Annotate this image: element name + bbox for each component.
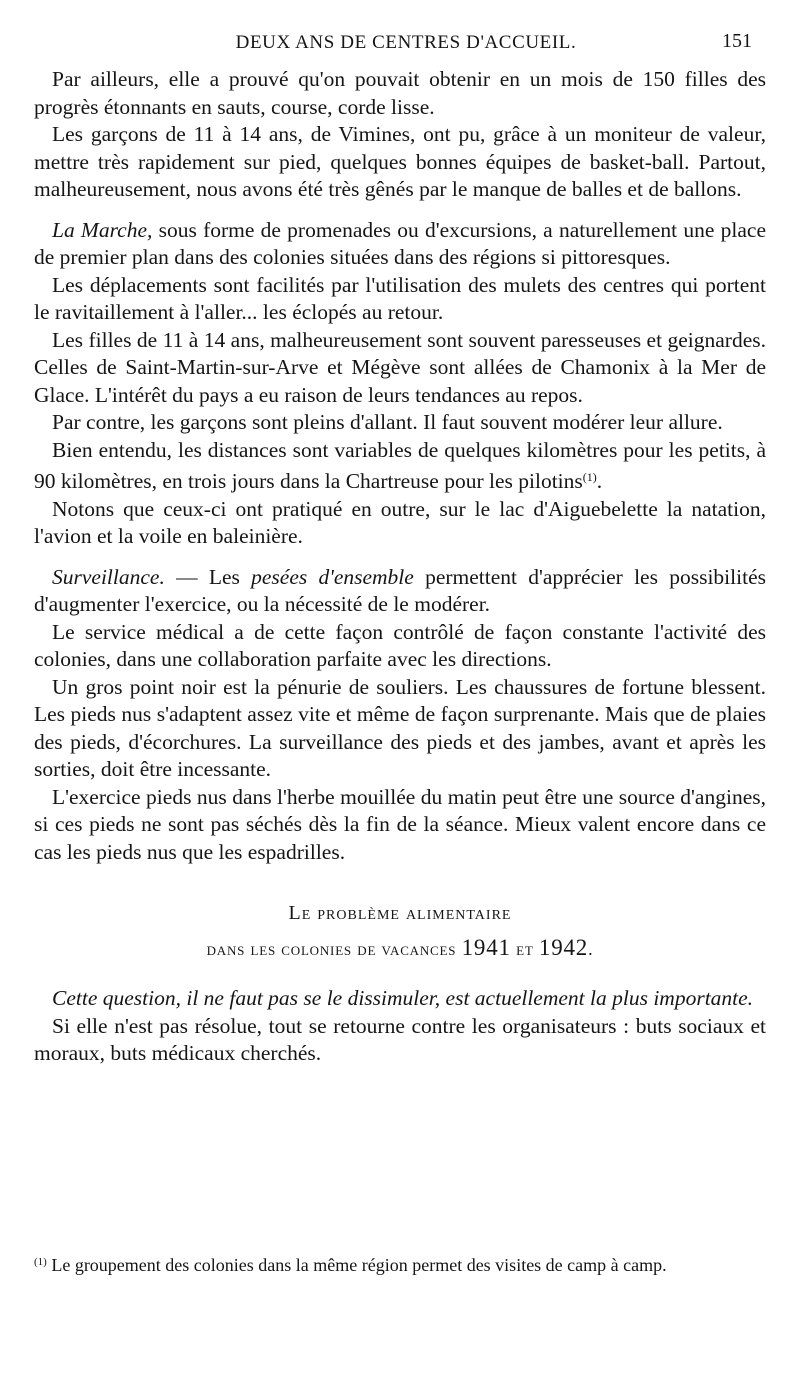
surveillance-italic: pesées d'ensemble	[251, 564, 414, 589]
paragraph-gymnastics: Par ailleurs, elle a prouvé qu'on pouvait obtenir en un mois de 150 filles des progrès étonnants en sauts, course, corde lisse.	[34, 67, 766, 119]
section-heading-line2	[34, 934, 766, 964]
page-header	[60, 26, 752, 60]
paragraph-filles: Les filles de 11 à 14 ans, malheureusement sont souvent paresseuses et geignardes. Celles de Saint-Martin-sur-Arve et Mégève sont allées de Chamonix à la Mer de Glace. L'intérêt du pays a eu raison de leurs tendances au repos.	[34, 327, 766, 407]
section-heading-line1: Le problème alimentaire	[288, 902, 512, 924]
footnote-text: Le groupement des colonies dans la même région permet des visites de camp à camp.	[46, 1255, 667, 1275]
paragraph-deplacements: Les déplacements sont facilités par l'utilisation des mulets des centres qui portent le ravitaillement à l'aller... les éclopés au retour.	[34, 272, 766, 324]
paragraph-service-medical: Le service médical a de cette façon contrôlé de façon constante l'activité des colonies, dans une collaboration parfaite avec les directions.	[34, 619, 766, 671]
heading-year-1942: 1942	[538, 934, 589, 960]
marche-lead: La Marche,	[52, 217, 153, 242]
marche-text: sous forme de promenades ou d'excursions, a naturellement une place de premier plan dans des colonies situées dans des régions si pittoresques.	[34, 217, 767, 269]
heading-conjunction: et	[510, 938, 539, 959]
surveillance-text: permettent d'apprécier les possibilités d'augmenter l'exercice, ou la nécessité de le modérer.	[34, 564, 766, 616]
paragraph-natation: Notons que ceux-ci ont pratiqué en outre, sur le lac d'Aiguebelette la natation, l'avion et la voile en baleinière.	[34, 496, 766, 548]
running-title: DEUX ANS DE CENTRES D'ACCUEIL.	[235, 32, 577, 53]
paragraph-garcons: Par contre, les garçons sont pleins d'allant. Il faut souvent modérer leur allure.	[52, 410, 723, 434]
paragraph-basketball: Les garçons de 11 à 14 ans, de Vimines, ont pu, grâce à un moniteur de valeur, mettre très rapidement sur pied, quelques bonnes équipes de basket-ball. Partout, malheureusement, nous avons été très gênés par le manque de balles et de ballons.	[34, 122, 766, 201]
footnote-marker: (1)	[34, 1256, 47, 1268]
distances-end: .	[596, 469, 603, 493]
section-heading	[34, 900, 766, 963]
footnote	[34, 1250, 766, 1278]
section-paragraph-2: Si elle n'est pas résolue, tout se retourne contre les organisateurs : buts sociaux et moraux, buts médicaux cherchés.	[34, 1013, 766, 1065]
heading-prefix: dans les colonies de vacances	[206, 938, 462, 959]
section-intro: Cette question, il ne faut pas se le dissimuler, est actuellement la plus importante.	[52, 986, 754, 1010]
paragraph-pieds-nus: L'exercice pieds nus dans l'herbe mouillée du matin peut être une source d'angines, si ces pieds ne sont pas séchés dès la fin de la séance. Mieux valent encore dans ce cas les pieds nus que les espadrilles.	[34, 784, 766, 864]
paragraph-marche	[34, 217, 766, 272]
body-text	[34, 66, 766, 1068]
paragraph-distances	[34, 437, 766, 496]
heading-year-1941: 1941	[461, 934, 511, 960]
paragraph-souliers: Un gros point noir est la pénurie de souliers. Les chaussures de fortune blessent. Les pieds nus s'adaptent assez vite et même de façon surprenante. Mais que de plaies des pieds, d'écorchures. La surveillance des pieds et des jambes, avant et après les sorties, doit être incessante.	[34, 674, 766, 781]
surveillance-dash: — Les	[164, 564, 252, 589]
page-number: 151	[722, 30, 752, 52]
paragraph-surveillance	[34, 564, 766, 619]
heading-end: .	[588, 938, 594, 959]
footnote-reference[interactable]: (1)	[582, 470, 597, 484]
surveillance-lead: Surveillance.	[52, 564, 165, 589]
distances-text: Bien entendu, les distances sont variables de quelques kilomètres pour les petits, à 90 kilomètres, en trois jours dans la Chartreuse pour les pilotins	[34, 437, 766, 493]
